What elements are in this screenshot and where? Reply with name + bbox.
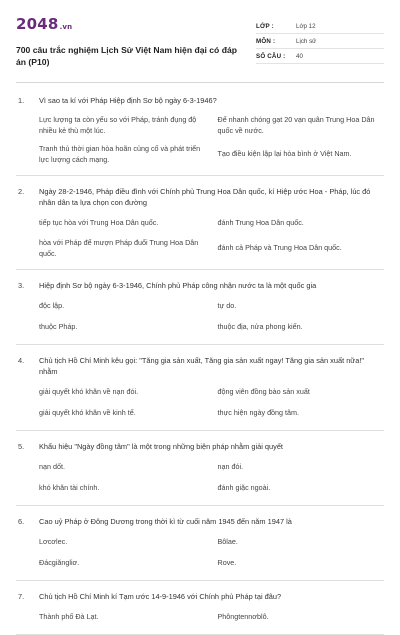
question-text-row [16,186,384,208]
answer-option[interactable]: Tạo điều kiện lập lại hòa bình ở Việt Nam. [217,149,352,159]
answer-option[interactable]: Lực lượng ta còn yếu so với Pháp, tránh đụng độ nhiều kẻ thù một lúc. [39,115,197,135]
meta-row [256,19,384,34]
question-text: Hiệp định Sơ bộ ngày 6-3-1946, Chính phủ Pháp công nhận nước ta là một quốc gia [39,281,317,290]
meta-label: LỚP : [256,22,274,30]
question-number: 5. [18,442,25,451]
question-number: 1. [18,96,25,105]
question-text: Chủ tịch Hồ Chí Minh kí Tạm ước 14-9-1946 với Chính phủ Pháp tại đâu? [39,592,282,601]
question-item [16,186,384,270]
question-item [16,441,384,506]
answer-option[interactable]: khó khăn tài chính. [39,483,100,493]
question-text: Cao uỷ Pháp ở Đông Dương trong thời kì từ cuối năm 1945 đến năm 1947 là [39,517,292,526]
question-number: 7. [18,592,25,601]
document-title: 700 câu trắc nghiệm Lịch Sử Việt Nam hiện đại có đáp án (P10) [16,45,237,67]
answer-options [16,611,384,624]
meta-row [256,49,384,64]
question-item [16,591,384,635]
answer-option[interactable]: nạn dốt. [39,462,65,472]
answer-options [16,536,384,570]
answer-option[interactable]: tiếp tục hòa với Trung Hoa Dân quốc. [39,218,159,228]
meta-value: Lớp 12 [296,22,316,30]
answer-option[interactable]: Bôlae. [217,537,238,547]
answer-options [16,115,384,165]
answer-option[interactable]: hòa với Pháp để mượn Pháp đuổi Trung Hoa Dân quốc. [39,238,199,258]
question-text-row [16,355,384,377]
answer-option[interactable]: giải quyết khó khăn về kinh tế. [39,408,136,418]
answer-option[interactable]: động viên đồng bào sản xuất [217,387,310,397]
answer-options [16,300,384,334]
question-item [16,280,384,345]
question-number: 3. [18,281,25,290]
question-number: 4. [18,356,25,365]
answer-options [16,461,384,495]
question-number: 6. [18,517,25,526]
answer-option[interactable]: Thành phố Đà Lạt. [39,612,99,622]
answer-option[interactable]: Để nhanh chóng gạt 20 vạn quân Trung Hoa Dân quốc về nước. [217,115,375,135]
answer-options [16,386,384,420]
question-item [16,516,384,581]
meta-info [256,19,384,64]
answer-option[interactable]: Phôngtennơblô. [217,612,269,622]
answer-option[interactable]: thuộc địa, nửa phong kiến. [217,322,303,332]
meta-label: SỐ CÂU : [256,52,286,60]
question-text-row [16,591,384,602]
site-logo[interactable] [16,16,246,35]
brand-block [16,16,246,68]
meta-label: MÔN : [256,37,276,45]
answer-option[interactable]: đánh cả Pháp và Trung Hoa Dân quốc. [217,243,342,253]
question-text: Chủ tịch Hồ Chí Minh kêu gọi: "Tăng gia sản xuất, Tăng gia sản xuất ngay! Tăng gia sản xuất nữa!" nhằm [39,356,365,376]
meta-value: Lịch sử [296,37,317,45]
answer-option[interactable]: nạn đói. [217,462,244,472]
answer-option[interactable]: thuộc Pháp. [39,322,78,332]
answer-option[interactable]: Lơcơlec. [39,537,68,547]
question-text: Ngày 28-2-1946, Pháp điều đình với Chính phủ Trung Hoa Dân quốc, kí Hiệp ước Hoa - Pháp, lúc đó nhân dân ta lựa chọn con đường [39,187,371,207]
answer-option[interactable]: đánh Trung Hoa Dân quốc. [217,218,304,228]
question-item [16,355,384,431]
answer-option[interactable]: Rove. [217,558,237,568]
question-text-row [16,95,384,106]
question-item [16,95,384,176]
answer-option[interactable]: thực hiện ngày đồng tâm. [217,408,300,418]
answer-option[interactable]: đánh giặc ngoài. [217,483,271,493]
question-text: Khẩu hiệu "Ngày đồng tâm" là một trong những biện pháp nhằm giải quyết [39,442,283,451]
question-text: Vì sao ta kí với Pháp Hiệp định Sơ bộ ngày 6-3-1946? [39,96,217,105]
question-text-row [16,516,384,527]
answer-options [16,217,384,259]
header [16,16,384,68]
header-divider [16,82,384,83]
meta-value: 40 [296,52,303,60]
answer-option[interactable]: độc lập. [39,301,65,311]
answer-option[interactable]: Tranh thủ thời gian hòa hoãn củng cố và phát triển lực lượng cách mạng. [39,144,201,164]
meta-row [256,34,384,49]
answer-option[interactable]: Đácgiăngliơ. [39,558,80,568]
question-number: 2. [18,187,25,196]
question-text-row [16,280,384,291]
logo-suffix: .vn [59,23,73,31]
question-text-row [16,441,384,452]
answer-option[interactable]: tự do. [217,301,237,311]
question-list [16,95,384,635]
answer-option[interactable]: giải quyết khó khăn về nạn đói. [39,387,139,397]
logo-text: 2048 [16,15,59,33]
